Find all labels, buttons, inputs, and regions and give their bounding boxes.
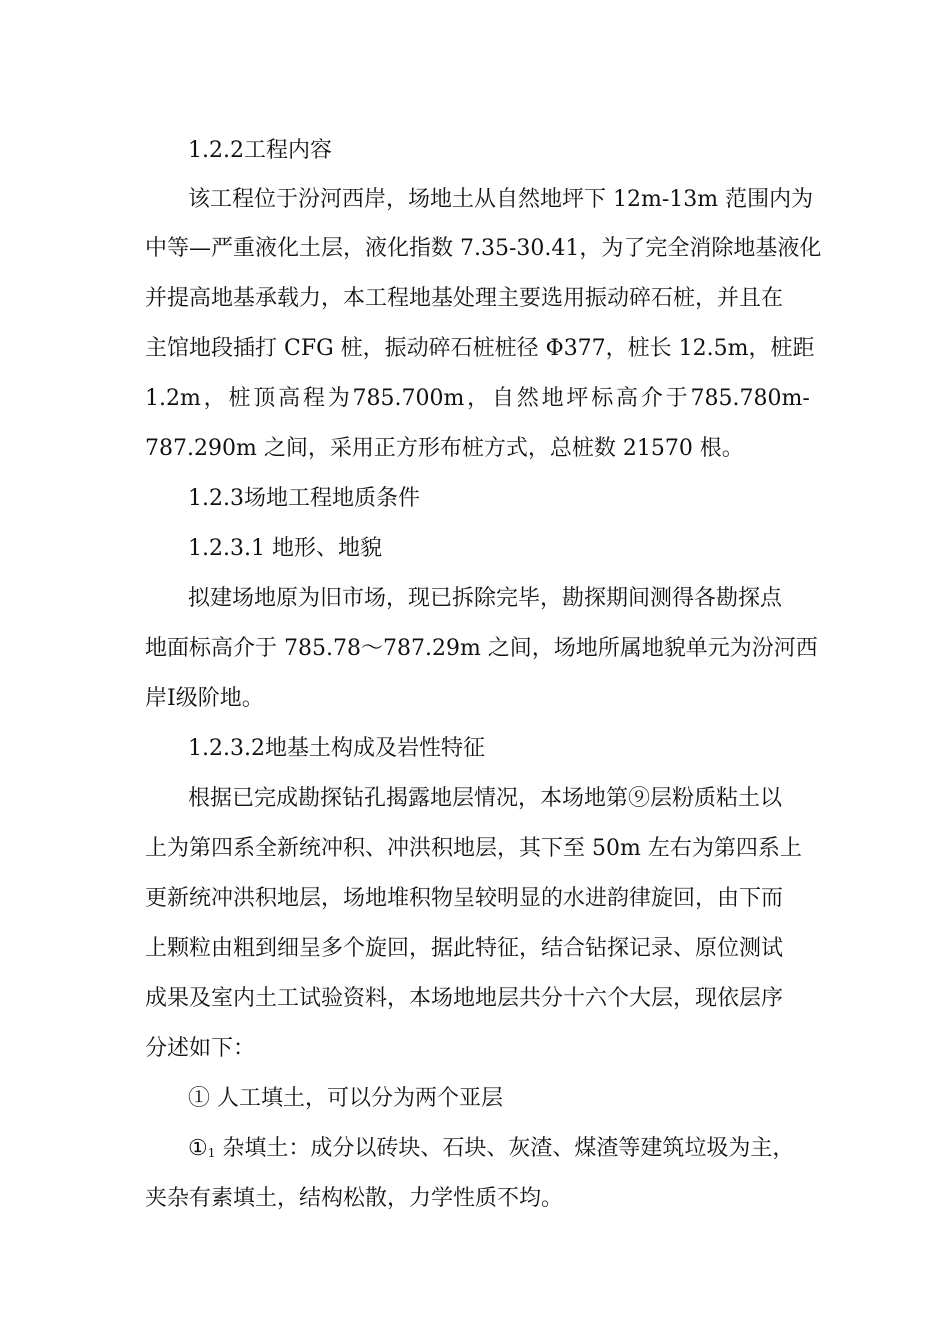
justified-token: 介 <box>640 386 663 411</box>
section-heading-1-2-3-2: 1.2.3.2地基土构成及岩性特征 <box>188 736 485 761</box>
justified-token: 高 <box>616 386 639 411</box>
paragraph-line: 成果及室内土工试验资料，本场地地层共分十六个大层，现依层序 <box>145 986 784 1011</box>
justified-token: 高 <box>278 386 301 411</box>
paragraph-line: 岸Ⅰ级阶地。 <box>145 686 264 711</box>
paragraph-line: 并提高地基承载力，本工程地基处理主要选用振动碎石桩，并且在 <box>145 286 784 311</box>
justified-token: 地 <box>541 386 564 411</box>
paragraph-line: 分述如下： <box>145 1036 256 1061</box>
justified-token: 桩 <box>228 386 251 411</box>
justified-token: 坪 <box>566 386 589 411</box>
justified-token: 785.780m- <box>690 386 810 411</box>
paragraph-line: 上颗粒由粗到细呈多个旋回，据此特征，结合钻探记录、原位测试 <box>145 936 784 961</box>
layer-1-1-line <box>188 1134 794 1168</box>
paragraph-line: 主馆地段插打 CFG 桩，振动碎石桩桩径 Φ377，桩长 12.5m，桩距 <box>145 336 815 361</box>
justified-token: 为 <box>327 386 350 411</box>
section-heading-1-2-3-1: 1.2.3.1 地形、地貌 <box>188 536 382 561</box>
justified-token: 程 <box>302 386 325 411</box>
paragraph-line: 地面标高介于 785.78～787.29m 之间，场地所属地貌单元为汾河西 <box>145 636 818 661</box>
paragraph-line: 更新统冲洪积地层，场地堆积物呈较明显的水进韵律旋回，由下而 <box>145 886 784 911</box>
justified-token: 于 <box>665 386 688 411</box>
layer-1-title: ① 人工填土，可以分为两个亚层 <box>188 1086 503 1111</box>
paragraph-line: 中等—严重液化土层，液化指数 7.35-30.41，为了完全消除地基液化 <box>145 236 822 261</box>
section-heading-1-2-2: 1.2.2工程内容 <box>188 138 332 163</box>
paragraph-line: 787.290m 之间，采用正方形布桩方式，总桩数 21570 根。 <box>145 436 744 461</box>
layer-1-1-subscript: 1 <box>207 1146 216 1160</box>
justified-token: 顶 <box>253 386 276 411</box>
paragraph-line: 夹杂有素填土，结构松散，力学性质不均。 <box>145 1186 564 1211</box>
layer-1-1-mark: ① <box>188 1136 208 1161</box>
justified-token: 标 <box>591 386 614 411</box>
justified-token: ， <box>203 386 226 411</box>
paragraph-line: 上为第四系全新统冲积、冲洪积地层，其下至 50m 左右为第四系上 <box>145 836 802 861</box>
layer-1-1-text: 杂填土：成分以砖块、石块、灰渣、煤渣等建筑垃圾为主， <box>215 1136 795 1161</box>
justified-token: 自 <box>491 386 514 411</box>
justified-token: 然 <box>516 386 539 411</box>
paragraph-line: 该工程位于汾河西岸，场地土从自然地坪下 12m-13m 范围内为 <box>188 187 814 212</box>
justified-token: 785.700m <box>352 386 465 411</box>
paragraph-line: 拟建场地原为旧市场，现已拆除完毕，勘探期间测得各勘探点 <box>188 586 783 611</box>
section-heading-1-2-3: 1.2.3场地工程地质条件 <box>188 486 420 511</box>
justified-token: ， <box>467 386 490 411</box>
justified-token: 1.2m <box>145 386 201 411</box>
justified-paragraph-line <box>145 384 810 414</box>
paragraph-line: 根据已完成勘探钻孔揭露地层情况，本场地第⑨层粉质粘土以 <box>188 786 783 811</box>
